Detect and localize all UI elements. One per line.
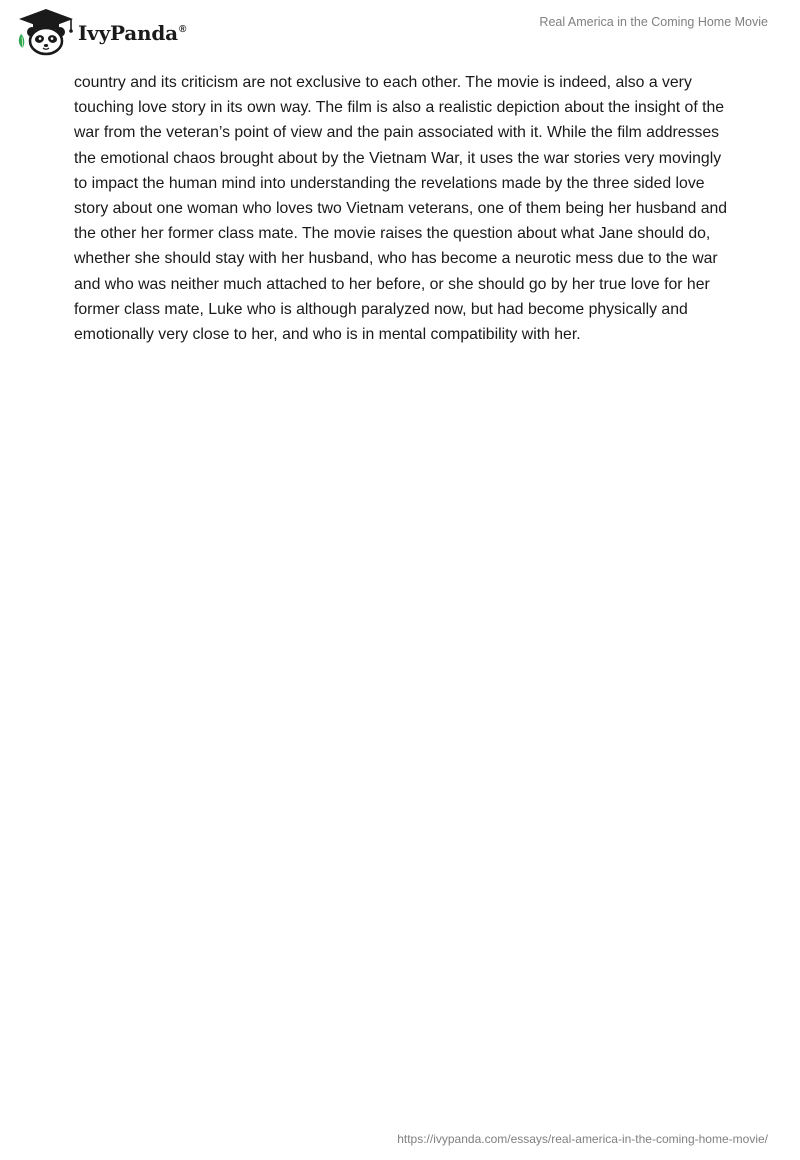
- page-header: [0, 0, 800, 66]
- ivypanda-logo[interactable]: [16, 8, 186, 56]
- logo-brand: IvyPanda: [78, 21, 178, 45]
- source-url[interactable]: https://ivypanda.com/essays/real-america-in-the-coming-home-movie/: [397, 1132, 768, 1146]
- panda-graduate-icon: [16, 8, 76, 56]
- essay-paragraph: country and its criticism are not exclusive to each other. The movie is indeed, also a very touching love story in its own way. The film is also a realistic depiction about the insight of the war from the veteran’s point of view and the pain associated with it. While the film addresses the emotional chaos brought about by the Vietnam War, it uses the war stories very movingly to impact the human mind into understanding the revelations made by the three sided love story about one woman who loves two Vietnam veterans, one of them being her husband and the other her former class mate. The movie raises the question about what Jane should do, whether she should stay with her husband, who has become a neurotic mess due to the war and who was neither much attached to her before, or she should go by her true love for her former class mate, Luke who is although paralyzed now, but had become physically and emotionally very close to her, and who is in mental compatibility with her.: [74, 74, 728, 344]
- registered-mark: ®: [178, 24, 187, 36]
- document-title: Real America in the Coming Home Movie: [539, 15, 768, 29]
- logo-wordmark: [78, 21, 186, 45]
